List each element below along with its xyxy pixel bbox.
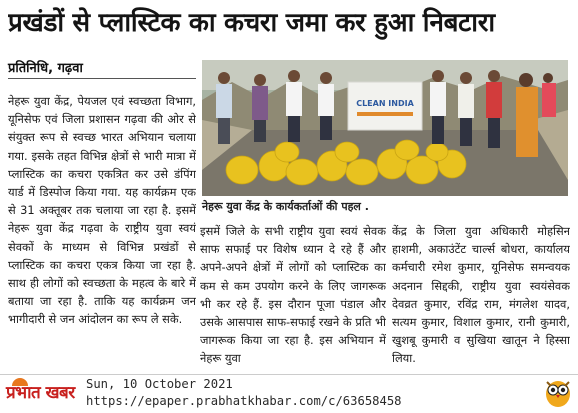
news-photo — [202, 60, 568, 196]
byline: प्रतिनिधि, गढ़वा — [8, 61, 83, 76]
prabhat-khabar-logo[interactable] — [6, 378, 90, 408]
byline-divider — [8, 78, 196, 79]
footer-meta — [86, 376, 402, 410]
owl-icon[interactable] — [543, 376, 573, 408]
source-url[interactable]: https://epaper.prabhatkhabar.com/c/63658458 — [86, 394, 402, 408]
publish-date: Sun, 10 October 2021 — [86, 377, 233, 391]
article-column-3: केंद्र के जिला युवा अधिकारी मोहसिन हाशमी, अकाउंटेंट चार्ल्स बोधरा, कार्यालय कर्मचारी रमेश कुमार, यूनिसेफ समन्वयक अदनान सिद्दकी, राष्ट्रीय युवा स्वयंसेवक देवव्रत कुमार, रविंद्र राम, मंगलेश यादव, सत्यम कुमार, विशाल कुमार, रानी कुमारी, खुशबू कुमारी व सुखिया खातून ने हिस्सा लिया. — [392, 224, 570, 366]
article-column-1: नेहरू युवा केंद्र, पेयजल एवं स्वच्छता विभाग, यूनिसेफ एवं जिला प्रशासन गढ़वा की ओर से संयुक्त रूप से स्वच्छ भारत अभियान चलाया गया. इसके तहत विभिन्न क्षेत्रों से भारी मात्रा में प्लास्टिक का कचरा एकत्रित कर उसे डंपिंग यार्ड में डिस्पोज किया गया. यह कार्यक्रम एक से 31 अक्तूबर तक चलाया जा रहा है. इसमें नेहरू युवा केंद्र गढ़वा के राष्ट्रीय युवा स्वयं सेवकों के माध्यम से विभिन्न प्रखंडों से प्लास्टिक का कचरा एकत्र किया जा रहा है. साथ ही लोगों को स्वच्छता के महत्व के बारे में बताया जा रहा है. ताकि यह कार्यक्रम जन भागीदारी से जन आंदोलन का रूप ले सके. — [8, 94, 196, 327]
logo-text: प्रभात खबर — [6, 383, 75, 403]
headline: प्रखंडों से प्लास्टिक का कचरा जमा कर हुआ निबटारा — [8, 8, 495, 38]
footer-divider — [0, 374, 578, 375]
article-column-2: इसमें जिले के सभी राष्ट्रीय युवा स्वयं सेवक साफ सफाई पर विशेष ध्यान दे रहे हैं और अपने-अपने क्षेत्रों में लोगों को प्लास्टिक का कम से कम उपयोग करने के लिए जागरूक भी कर रहे हैं. इस दौरान पूजा पंडाल और उसके आसपास साफ-सफाई रखने के प्रति भी जागरूक किया जा रहा है. इस अभियान में नेहरू युवा — [200, 224, 386, 366]
photo-caption: नेहरू युवा केंद्र के कार्यकर्ताओं की पहल . — [202, 200, 369, 213]
banner-text: CLEAN INDIA — [356, 99, 414, 108]
